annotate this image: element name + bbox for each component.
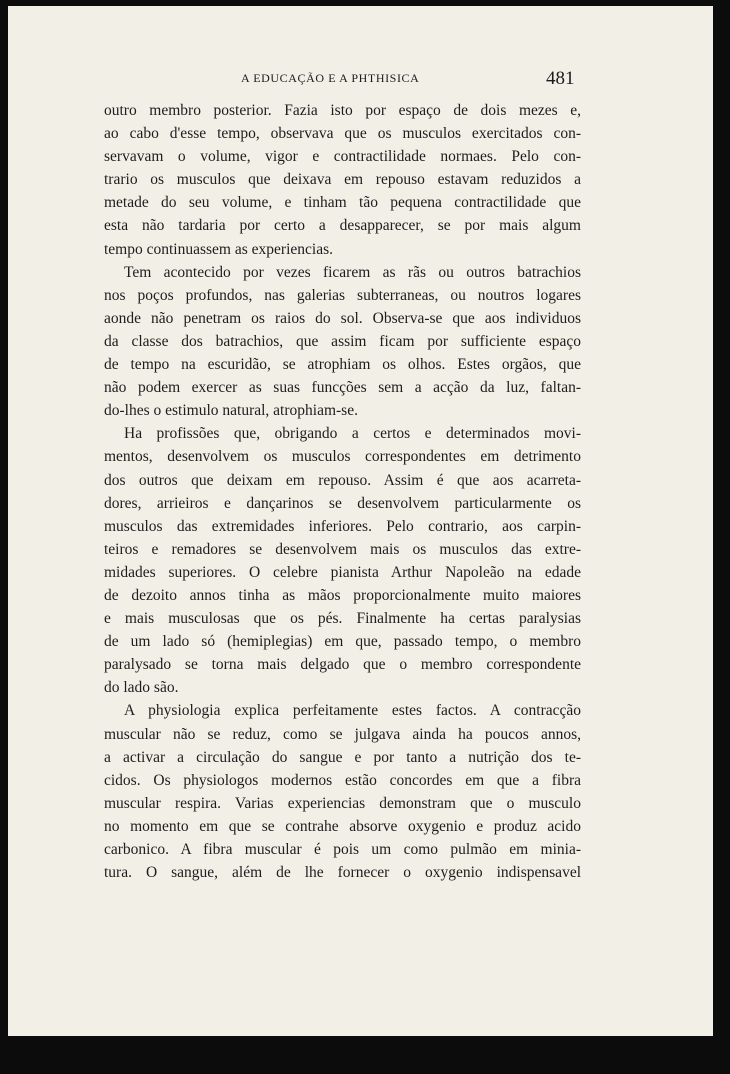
text-line: de dezoito annos tinha as mãos proporcionalmente muito maiores [104, 586, 581, 604]
paragraph [104, 422, 581, 699]
text-line: muscular respira. Varias experiencias demonstram que o musculo [104, 794, 581, 812]
text-line: ao cabo d'esse tempo, observava que os musculos exercitados con- [104, 125, 581, 143]
text-line: carbonico. A fibra muscular é pois um como pulmão em minia- [104, 841, 581, 858]
text-line: cidos. Os physiologos modernos estão concordes em que a fibra [104, 771, 581, 789]
text-line: metade do seu volume, e tinham tão pequena contractilidade que [104, 194, 581, 212]
text-line: do-lhes o estimulo natural, atrophiam-se. [104, 402, 358, 420]
text-line: A physiologia explica perfeitamente estes factos. A contracção [124, 702, 581, 720]
text-line: aonde não penetram os raios do sol. Observa-se que aos individuos [104, 309, 581, 327]
text-line: tura. O sangue, além de lhe fornecer o oxygenio indispensavel [104, 864, 581, 882]
text-line: de um lado só (hemiplegias) em que, passado tempo, o membro [104, 633, 581, 651]
text-line: de tempo na escuridão, se atrophiam os olhos. Estes orgãos, que [104, 356, 581, 374]
text-line: outro membro posterior. Fazia isto por espaço de dois mezes e, [104, 102, 581, 119]
paragraph [104, 699, 581, 884]
body-text [104, 99, 581, 884]
text-line: dos outros que deixam em repouso. Assim é que aos acarreta- [104, 471, 581, 489]
text-line: não podem exercer as suas funcções sem a acção da luz, faltan- [104, 379, 581, 397]
text-line: trario os musculos que deixava em repouso estavam reduzidos a [104, 171, 581, 189]
text-line: no momento em que se contrahe absorve oxygenio e produz acido [104, 817, 581, 835]
text-line: midades superiores. O celebre pianista Arthur Napoleão na edade [104, 563, 581, 581]
text-line: Tem acontecido por vezes ficarem as rãs ou outros batrachios [124, 263, 581, 281]
paragraph [104, 99, 581, 261]
text-line: servavam o volume, vigor e contractilidade normaes. Pelo con- [104, 148, 581, 166]
page-number: 481 [546, 68, 575, 89]
text-line: dores, arrieiros e dançarinos se desenvolvem particularmente os [104, 494, 581, 512]
text-line: paralysado se torna mais delgado que o membro correspondente [104, 656, 581, 674]
text-line: da classe dos batrachios, que assim ficam por sufficiente espaço [104, 332, 581, 350]
text-line: esta não tardaria por certo a desapparecer, se por mais algum [104, 217, 581, 235]
book-page [8, 6, 713, 1036]
text-line: mentos, desenvolvem os musculos correspondentes em detrimento [104, 448, 581, 466]
text-line: e mais musculosas que os pés. Finalmente ha certas paralysias [104, 610, 581, 628]
running-title: A EDUCAÇÃO E A PHTHISICA [241, 71, 420, 85]
text-line: Ha profissões que, obrigando a certos e determinados movi- [124, 425, 581, 443]
text-line: musculos das extremidades inferiores. Pelo contrario, aos carpin- [104, 517, 581, 535]
text-line: muscular não se reduz, como se julgava ainda ha poucos annos, [104, 725, 581, 743]
text-line: teiros e remadores se desenvolvem mais os musculos das extre- [104, 540, 581, 558]
paragraph [104, 261, 581, 423]
text-line: tempo continuassem as experiencias. [104, 240, 333, 258]
text-line: a activar a circulação do sangue e por tanto a nutrição dos te- [104, 748, 581, 766]
text-line: do lado são. [104, 679, 179, 697]
text-line: nos poços profundos, nas galerias subterraneas, ou noutros logares [104, 286, 581, 304]
page-header [8, 68, 713, 94]
